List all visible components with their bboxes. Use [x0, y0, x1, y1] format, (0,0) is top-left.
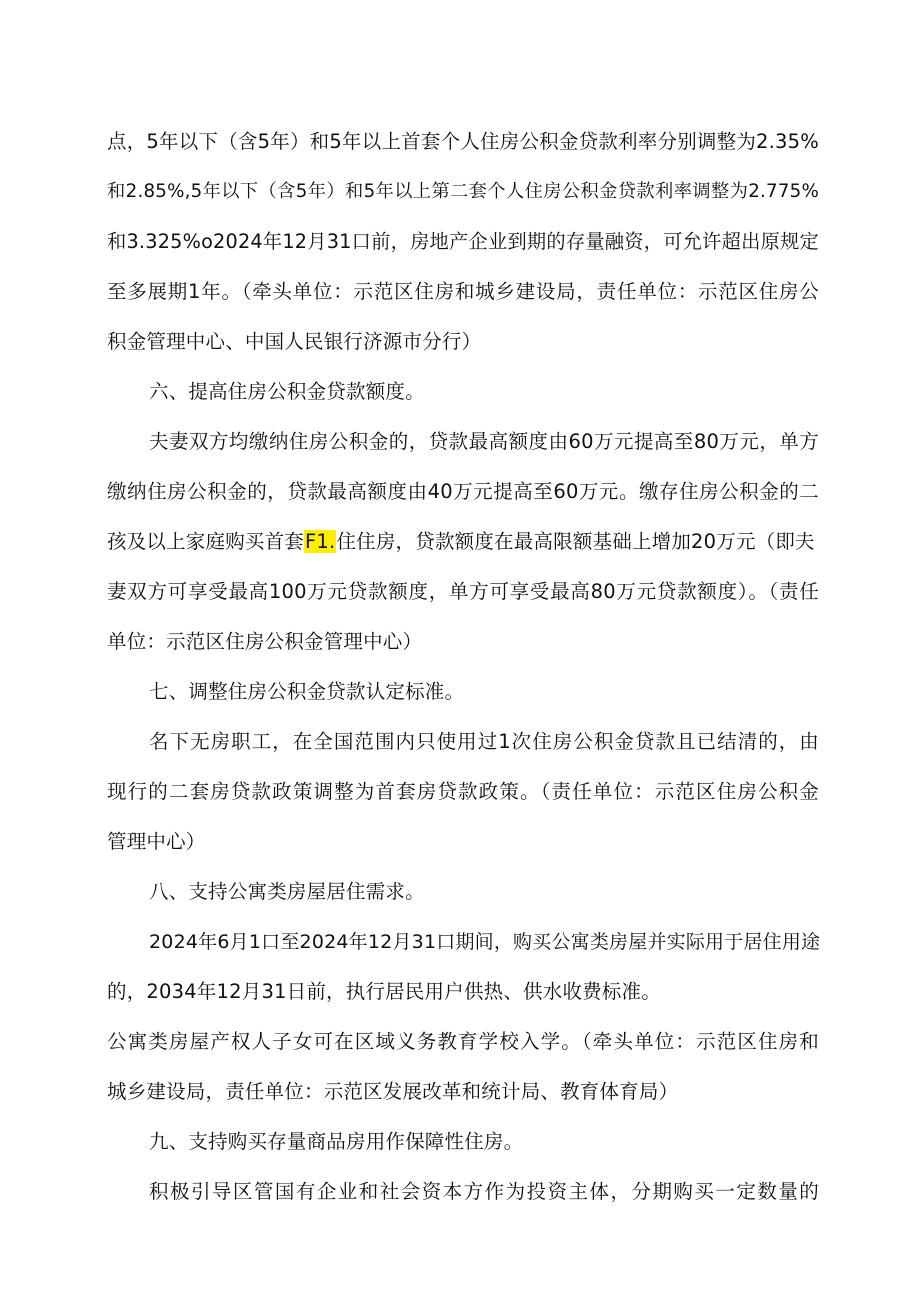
highlighted-text: F1.	[305, 530, 336, 553]
text-line: 妻双方可享受最高100万元贷款额度，单方可享受最高80万元贷款额度）。（责任	[107, 580, 819, 603]
section-heading: 八、支持公寓类房屋居住需求。	[149, 880, 425, 903]
text-line: 缴纳住房公积金的，贷款最高额度由40万元提高至60万元。缴存住房公积金的二	[107, 480, 819, 503]
text-line: 至多展期1年。（牵头单位：示范区住房和城乡建设局，责任单位：示范区住房公	[107, 280, 819, 303]
text-line: 城乡建设局，责任单位：示范区发展改革和统计局、教育体育局）	[107, 1080, 679, 1103]
text-line: 积金管理中心、中国人民银行济源市分行）	[107, 330, 482, 353]
text-line: 和3.325%o2024年12月31口前，房地产企业到期的存量融资，可允许超出原规定	[107, 230, 819, 253]
text-line: 名下无房职工，在全国范围内只使用过1次住房公积金贷款且已结清的，由	[149, 730, 819, 753]
section-heading: 六、提高住房公积金贷款额度。	[149, 380, 425, 403]
section-heading: 九、支持购买存量商品房用作保障性住房。	[149, 1130, 524, 1153]
text-line: 单位：示范区住房公积金管理中心）	[107, 630, 423, 653]
section-heading: 七、调整住房公积金贷款认定标准。	[149, 680, 465, 703]
text-line: 2024年6月1口至2024年12月31口期间，购买公寓类房屋并实际用于居住用途	[149, 931, 821, 953]
text-line: 现行的二套房贷款政策调整为首套房贷款政策。（责任单位：示范区住房公积金	[107, 780, 819, 803]
text-segment: 孩及以上家庭购买首套	[107, 530, 305, 553]
text-line: 的，2034年12月31日前，执行居民用户供热、供水收费标准。	[107, 980, 661, 1003]
text-line: 管理中心）	[107, 830, 206, 853]
text-line: 和2.85%,5年以下（含5年）和5年以上第二套个人住房公积金贷款利率调整为2.775%	[107, 181, 819, 202]
text-line	[107, 528, 819, 556]
text-line: 夫妻双方均缴纳住房公积金的，贷款最高额度由60万元提高至80万元，单方	[149, 430, 819, 453]
text-segment: 住住房，贷款额度在最高限额基础上增加20万元（即夫	[336, 530, 815, 553]
text-line: 公寓类房屋产权人子女可在区域义务教育学校入学。（牵头单位：示范区住房和	[107, 1030, 819, 1053]
text-line: 点，5年以下（含5年）和5年以上首套个人住房公积金贷款利率分别调整为2.35%	[107, 130, 819, 153]
text-line: 积极引导区管国有企业和社会资本方作为投资主体，分期购买一定数量的	[149, 1180, 819, 1203]
